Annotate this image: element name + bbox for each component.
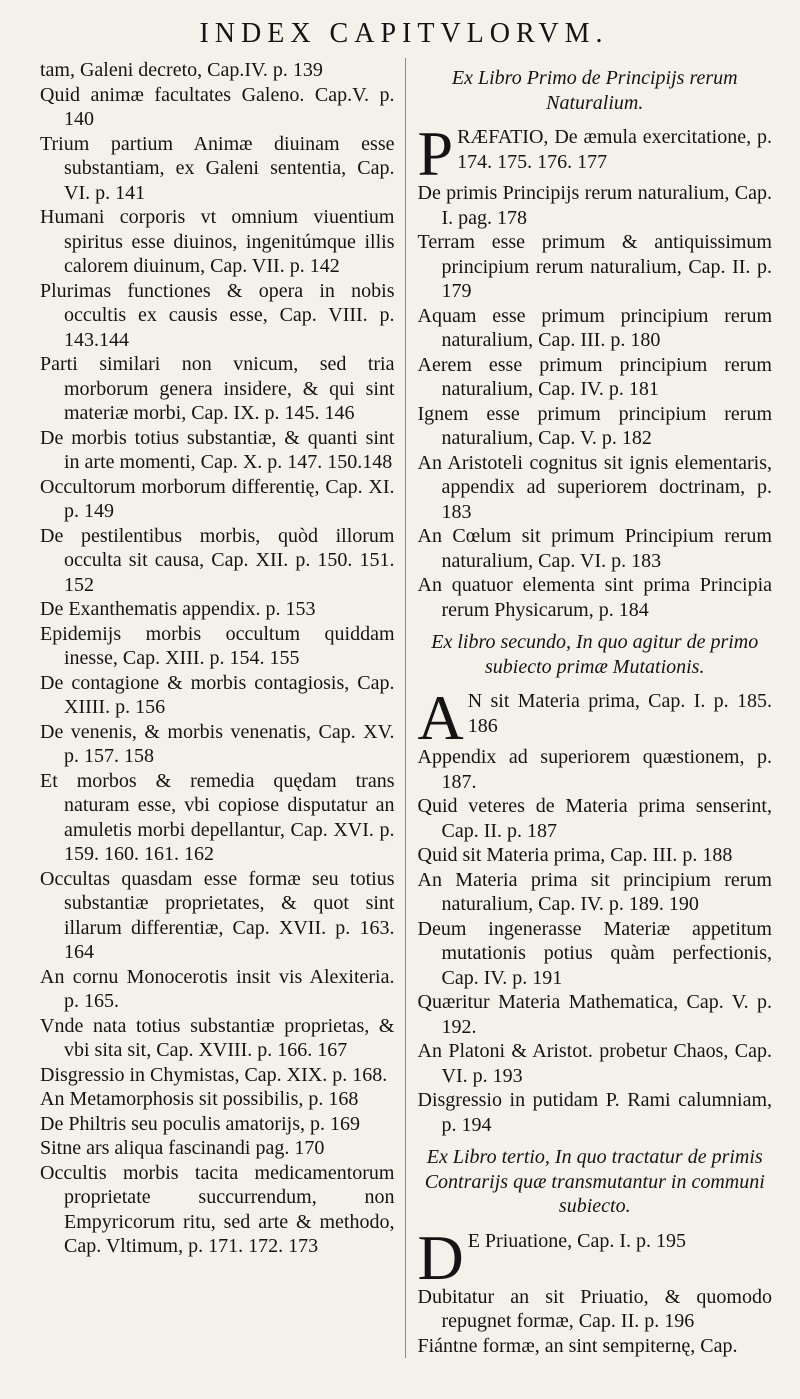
index-entry: Ignem esse primum principium rerum naturalium, Cap. V. p. 182 [417, 402, 772, 449]
initial-entry [417, 1221, 773, 1293]
index-entry: An Metamorphosis sit possibilis, p. 168 [40, 1088, 359, 1110]
initial-entry [417, 682, 773, 753]
index-entry: Humani corporis vt omnium viuentium spiritus esse diuinos, ingenitúmque illis calorem diuinum, Cap. VII. p. 142 [40, 206, 395, 277]
initial-entry [417, 118, 773, 189]
index-entry: Dubitatur an sit Priuatio, & quomodo repugnet formæ, Cap. II. p. 196 [417, 1285, 772, 1332]
drop-cap: P [417, 118, 454, 189]
index-entry: Quid veteres de Materia prima senserint, Cap. II. p. 187 [417, 795, 772, 842]
index-columns [36, 58, 772, 1358]
index-entry: De Exanthematis appendix. p. 153 [40, 598, 316, 620]
left-column [36, 58, 395, 1358]
index-entry: Terram esse primum & antiquissimum principium rerum naturalium, Cap. II. p. 179 [417, 231, 772, 302]
index-entry: N sit Materia prima, Cap. I. p. 185. 186 [467, 690, 772, 737]
drop-cap: A [417, 682, 464, 753]
page-header: INDEX CAPITVLORVM. [199, 18, 609, 49]
index-entry: RÆFATIO, De æmula exercitatione, p. 174. 175. 176. 177 [457, 126, 772, 173]
index-entry: An Platoni & Aristot. probetur Chaos, Cap. VI. p. 193 [417, 1040, 772, 1087]
section-heading: Ex Libro Primo de Principijs rerum Naturalium. [451, 67, 738, 114]
index-entry: Quid sit Materia prima, Cap. III. p. 188 [417, 844, 733, 866]
index-entry: Parti similari non vnicum, sed tria morborum genera insidere, & qui sint materiæ morbi, Cap. IX. p. 145. 146 [40, 353, 395, 424]
index-entry: Aquam esse primum principium rerum naturalium, Cap. III. p. 180 [417, 304, 772, 351]
index-entry: An Materia prima sit principium rerum naturalium, Cap. IV. p. 189. 190 [417, 868, 772, 915]
index-entry: Appendix ad superiorem quæstionem, p. 187. [417, 746, 772, 793]
index-entry: Aerem esse primum principium rerum naturalium, Cap. IV. p. 181 [417, 353, 772, 400]
index-entry: Et morbos & remedia quędam trans naturam esse, vbi copiose disputatur an amuletis morbi depellantur, Cap. XVI. p. 159. 160. 161. 162 [40, 769, 395, 865]
index-entry: An Aristoteli cognitus sit ignis elementaris, appendix ad superiorem doctrinam, p. 183 [417, 451, 772, 523]
index-entry: An quatuor elementa sint prima Principia rerum Physicarum, p. 184 [417, 574, 772, 621]
index-entry: Trium partium Animæ diuinam esse substantiam, ex Galeni sententia, Cap. VI. p. 141 [40, 132, 395, 204]
index-entry: An cornu Monocerotis insit vis Alexiteria. p. 165. [40, 965, 395, 1012]
index-entry: Occultas quasdam esse formæ seu totius substantiæ proprietates, & quot sint illarum differentiæ, Cap. XVII. p. 163. 164 [40, 867, 395, 963]
index-entry: Quid animæ facultates Galeno. Cap.V. p. 140 [40, 83, 395, 130]
index-entry: Occultorum morborum differentię, Cap. XI. p. 149 [40, 475, 395, 522]
index-entry: Disgressio in Chymistas, Cap. XIX. p. 168. [40, 1063, 388, 1086]
section-heading: Ex libro secundo, In quo agitur de primo subiecto primæ Mutationis. [431, 631, 759, 678]
section-heading: Ex Libro tertio, In quo tractatur de primis Contrarijs quæ transmutantur in communi subiecto. [424, 1146, 765, 1217]
index-entry: Fiántne formæ, an sint sempiternę, Cap. [417, 1334, 738, 1357]
drop-cap: D [417, 1221, 464, 1293]
index-entry: tam, Galeni decreto, Cap.IV. p. 139 [40, 59, 323, 81]
index-entry: An Cœlum sit primum Principium rerum naturalium, Cap. VI. p. 183 [417, 525, 772, 572]
index-entry: Sitne ars aliqua fascinandi pag. 170 [40, 1137, 325, 1159]
index-entry: De pestilentibus morbis, quòd illorum occulta sit causa, Cap. XII. p. 150. 151. 152 [40, 524, 395, 596]
index-entry: Disgressio in putidam P. Rami calumniam, p. 194 [417, 1089, 772, 1136]
index-entry: De morbis totius substantiæ, & quanti sint in arte momenti, Cap. X. p. 147. 150.148 [40, 426, 395, 473]
index-entry: Deum ingenerasse Materiæ appetitum mutationis potius quàm perfectionis, Cap. IV. p. 191 [417, 917, 772, 989]
index-entry: E Priuatione, Cap. I. p. 195 [467, 1229, 687, 1252]
index-entry: Epidemijs morbis occultum quiddam inesse, Cap. XIII. p. 154. 155 [40, 622, 395, 669]
index-entry: Occultis morbis tacita medicamentorum proprietate succurrendum, non Empyricorum ritu, sed arte & methodo, Cap. Vltimum, p. 171. 172. 173 [40, 1161, 395, 1257]
index-entry: De primis Principijs rerum naturalium, Cap. I. pag. 178 [417, 182, 772, 229]
index-entry: De venenis, & morbis venenatis, Cap. XV. p. 157. 158 [40, 720, 395, 767]
index-entry: Plurimas functiones & opera in nobis occultis ex causis esse, Cap. VIII. p. 143.144 [40, 279, 395, 351]
right-column [405, 58, 773, 1358]
index-entry: De contagione & morbis contagiosis, Cap. XIIII. p. 156 [40, 671, 395, 718]
index-entry: De Philtris seu poculis amatorijs, p. 169 [40, 1112, 360, 1135]
index-entry: Vnde nata totius substantiæ proprietas, & vbi sita sit, Cap. XVIII. p. 166. 167 [40, 1014, 395, 1061]
index-entry: Quæritur Materia Mathematica, Cap. V. p. 192. [417, 991, 772, 1038]
